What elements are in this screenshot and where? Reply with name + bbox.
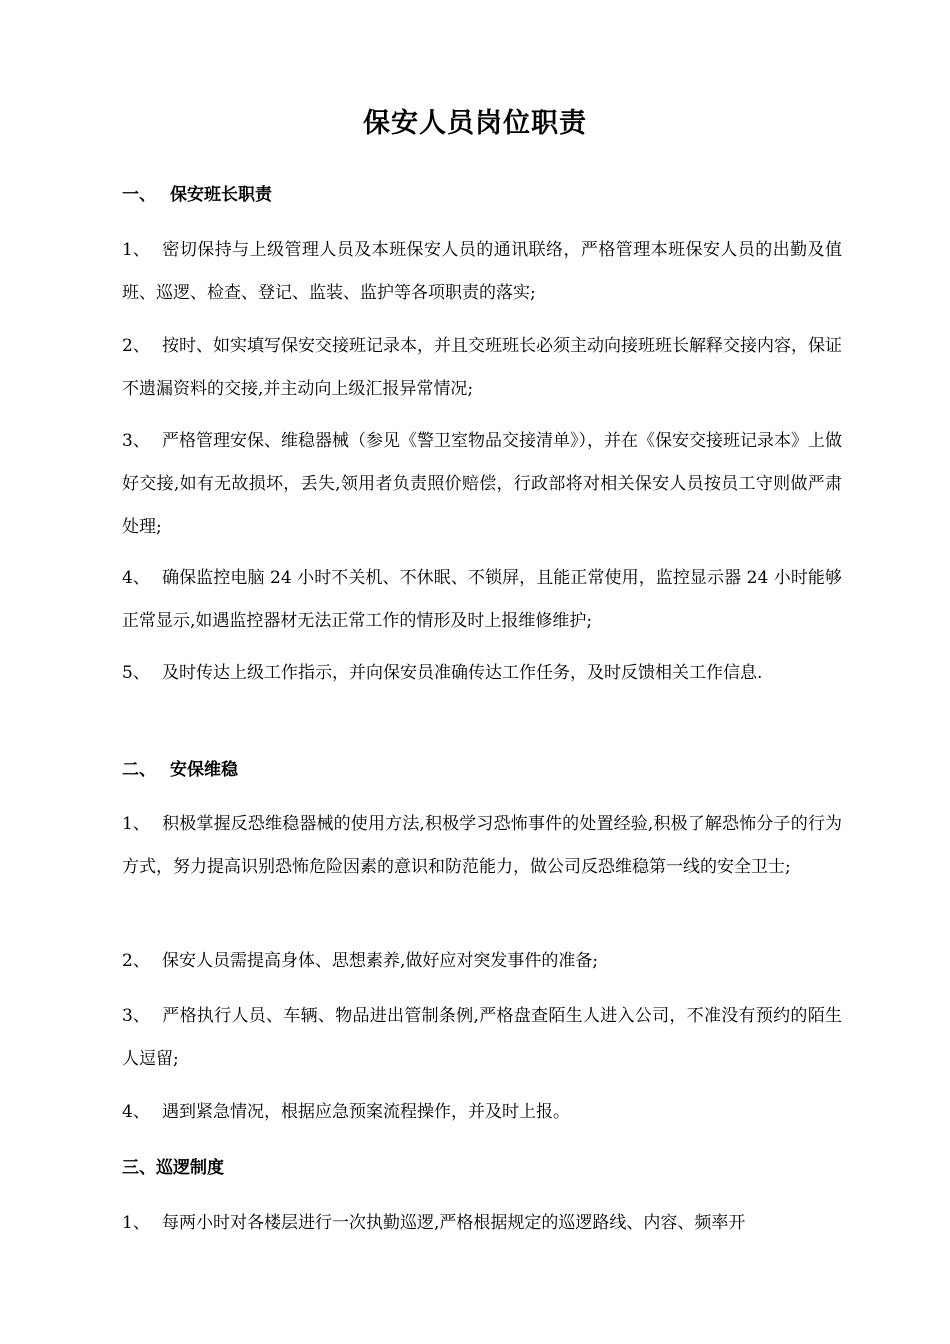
list-item — [122, 557, 842, 643]
list-item — [122, 1202, 842, 1245]
list-item — [122, 940, 842, 983]
list-item — [122, 420, 842, 549]
section-heading-2 — [122, 758, 238, 782]
section-number: 一、 — [122, 185, 156, 205]
item-text: 遇到紧急情况，根据应急预案流程操作，并及时上报。 — [162, 1102, 570, 1122]
item-number: 1、 — [122, 1213, 150, 1233]
list-item — [122, 325, 842, 411]
list-item — [122, 995, 842, 1081]
item-number: 2、 — [122, 336, 150, 356]
item-number: 4、 — [122, 568, 150, 588]
item-number: 1、 — [122, 240, 150, 260]
item-number: 1、 — [122, 814, 150, 834]
item-number: 3、 — [122, 1006, 150, 1026]
item-text: 及时传达上级工作指示，并向保安员准确传达工作任务，及时反馈相关工作信息. — [162, 663, 763, 683]
section-number: 三、 — [122, 1158, 156, 1178]
item-text: 严格管理安保、维稳器械（参见《警卫室物品交接清单》），并在《保安交接班记录本》上做好交接,如有无故损坏，丢失,领用者负责照价赔偿，行政部将对相关保安人员按员工守则做严肃处理; — [122, 431, 842, 537]
document-title: 保安人员岗位职责 — [363, 108, 587, 139]
item-number: 3、 — [122, 431, 150, 451]
item-text: 密切保持与上级管理人员及本班保安人员的通讯联络，严格管理本班保安人员的出勤及值班、巡逻、检查、登记、监装、监护等各项职责的落实; — [122, 240, 842, 303]
item-text: 每两小时对各楼层进行一次执勤巡逻,严格根据规定的巡逻路线、内容、频率开 — [162, 1213, 746, 1233]
section-number: 二、 — [122, 760, 156, 780]
list-item — [122, 1091, 842, 1134]
item-text: 按时、如实填写保安交接班记录本，并且交班班长必须主动向接班班长解释交接内容，保证不遗漏资料的交接,并主动向上级汇报异常情况; — [122, 336, 842, 399]
section-title: 保安班长职责 — [170, 185, 272, 205]
item-text: 积极掌握反恐维稳器械的使用方法,积极学习恐怖事件的处置经验,积极了解恐怖分子的行为方式，努力提高识别恐怖危险因素的意识和防范能力，做公司反恐维稳第一线的安全卫士; — [122, 814, 842, 877]
list-item — [122, 229, 842, 315]
item-number: 2、 — [122, 951, 150, 971]
item-number: 5、 — [122, 663, 150, 683]
item-number: 4、 — [122, 1102, 150, 1122]
list-item — [122, 803, 842, 889]
section-heading-3 — [122, 1156, 224, 1180]
section-title: 巡逻制度 — [156, 1158, 224, 1178]
list-item — [122, 652, 842, 695]
section-title: 安保维稳 — [170, 760, 238, 780]
section-heading-1 — [122, 183, 272, 207]
item-text: 确保监控电脑 24 小时不关机、不休眠、不锁屏，且能正常使用，监控显示器 24 小时能够正常显示,如遇监控器材无法正常工作的情形及时上报维修维护; — [122, 568, 842, 631]
item-text: 严格执行人员、车辆、物品进出管制条例,严格盘查陌生人进入公司，不准没有预约的陌生人逗留; — [122, 1006, 842, 1069]
item-text: 保安人员需提高身体、思想素养,做好应对突发事件的准备; — [162, 951, 599, 971]
